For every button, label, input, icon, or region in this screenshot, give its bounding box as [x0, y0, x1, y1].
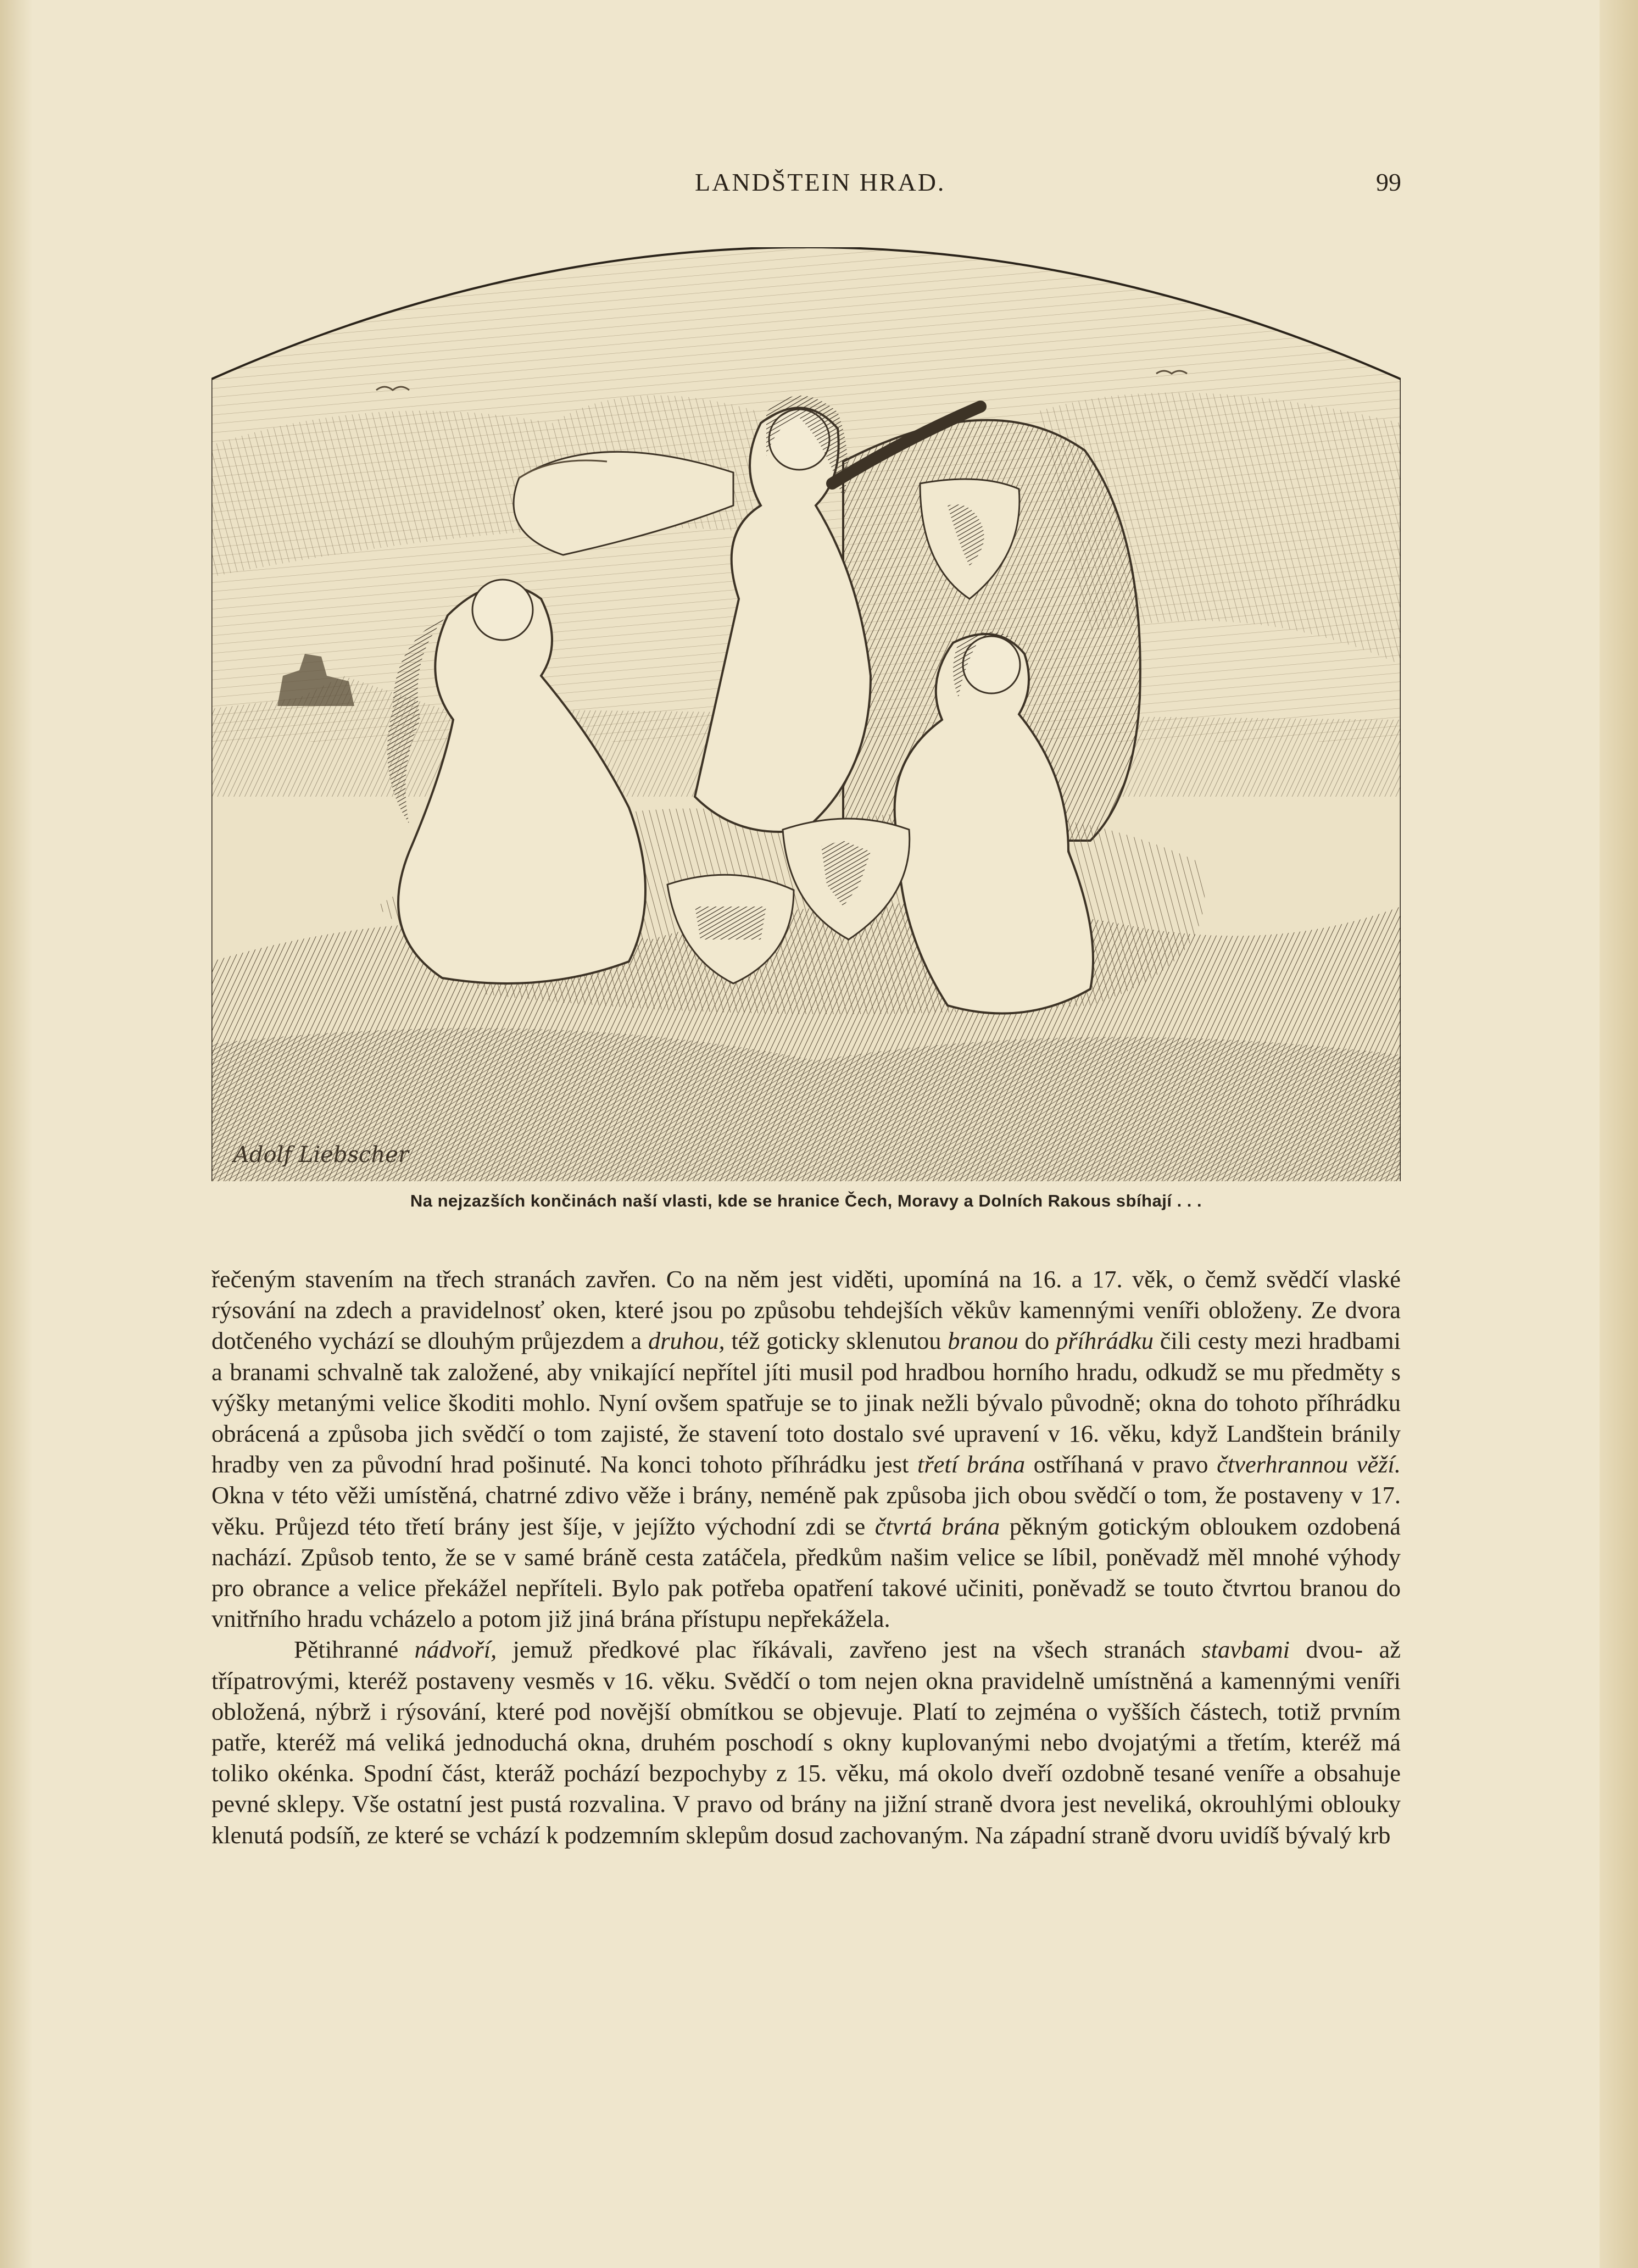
body-text [211, 1264, 1401, 1850]
italic-term: příhrádku [1055, 1327, 1154, 1355]
illustration-caption: Na nejzazších končinách naší vlasti, kde se hranice Čech, Moravy a Dolních Rakous sbíhají . . . [410, 1191, 1202, 1210]
text-run: pěkným gotickým obloukem ozdobená nachází. Způsob tento, že se v samé bráně cesta zatáčela, předkům našim velice se líbil, poněvadž měl mnohé výhody pro obrance a velice překážel nepříteli. Bylo pak potřeba opatření takové učiniti, poněvadž se touto čtvrtou branou do vnitřního hradu vcházelo a potom již jiná brána přístupu nepřekážela. [211, 1512, 1401, 1633]
italic-term: třetí brána [917, 1450, 1026, 1478]
text-run: řečeným stavením na třech stranách zavřen. Co na něm jest viděti, upomíná na 16. a 17. věk, o čemž svědčí vlaské rýsování na zdech a pravidelnosť oken, které jsou po způsobu tehdejších věkův kamennými veníři obloženy. Ze dvora dotčeného vychází se dlouhým průjezdem a [211, 1265, 1401, 1355]
italic-term: branou [948, 1327, 1018, 1355]
paragraph-1 [211, 1264, 1401, 1634]
text-run: též goticky sklenutou [725, 1327, 948, 1355]
italic-term: čtverhrannou věží. [1217, 1450, 1401, 1478]
text-run: ostříhaná v pravo [1025, 1450, 1217, 1478]
italic-term: nádvoří, [414, 1636, 497, 1664]
page-edge [1600, 0, 1638, 2268]
page-gutter-shadow [0, 0, 33, 2268]
text-run: čili cesty mezi hradbami a branami schvalně tak založené, aby vnikající nepřítel jíti musil pod hradbou horního hradu, odkudž se mu předměty s výšky metanými velice škoditi mohlo. Nyní ovšem spatřuje se to jinak nežli bývalo původně; okna do tohoto příhrádku obrácená a způsoba jich svědčí o tom zajisté, že stavení toto dostalo své upravení v 16. věku, když Landštein bránily hradby ven za původní hrad pošinuté. Na konci tohoto příhrádku jest [211, 1327, 1401, 1478]
artist-signature: Adolf Liebscher [233, 1142, 409, 1168]
italic-term: druhou, [648, 1327, 725, 1355]
text-run: jemuž předkové plac říkávali, zavřeno jest na všech stranách [497, 1636, 1202, 1664]
page-number: 99 [1376, 168, 1401, 196]
text-run: Pětihranné [294, 1636, 415, 1664]
text-run: dvou- až třípatrovými, kteréž postaveny vesměs v 16. věku. Svědčí o tom nejen okna pravidelně umístněná a kamennými veníři obložená, nýbrž i rýsování, které pod novější obmítkou se objevuje. Platí to zejména o vyšších částech, totiž prvním patře, kteréž má veliká jednoduchá okna, druhém poschodí s okny kuplovanými nebo dvojatými a třetím, kteréž má toliko okénka. Spodní část, kteráž pochází bezpochyby z 15. věku, má okolo dveří ozdobně tesané veníře a obsahuje pevné sklepy. Vše ostatní jest pustá rozvalina. V pravo od brány na jižní straně dvora jest neveliká, okrouhlými oblouky klenutá podsíň, ze které se vchází k podzemním sklepům dosud zachovaným. Na západní straně dvoru uvidíš bývalý krb [211, 1636, 1401, 1849]
italic-term: stavbami [1201, 1636, 1290, 1664]
austrian-shield-emblem [695, 907, 766, 940]
text-run: Okna v této věži umístěná, chatrné zdivo věže i brány, neméně pak způsoba jich obou svědčí o tom, že postaveny v 17. věku. Průjezd této třetí brány jest šíje, v jejížto východní zdi se [211, 1481, 1401, 1540]
figure-left-face [472, 580, 533, 640]
italic-term: čtvrtá brána [874, 1512, 1000, 1540]
text-run: do [1018, 1327, 1056, 1355]
engraving-drawing [211, 247, 1401, 1181]
engraving-illustration [211, 247, 1401, 1181]
running-title: LANDŠTEIN HRAD. [695, 168, 946, 196]
paragraph-2 [211, 1634, 1401, 1850]
